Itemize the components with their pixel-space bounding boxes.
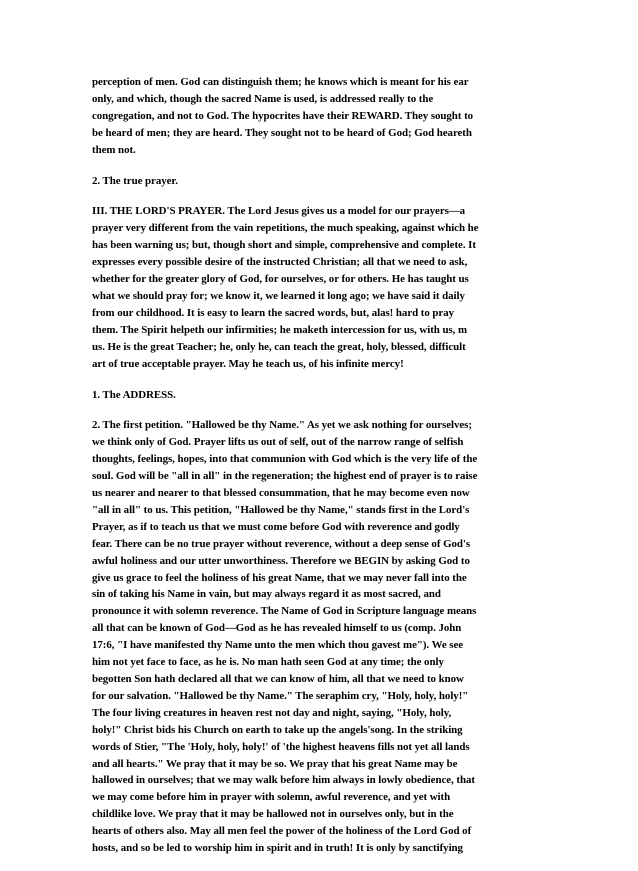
paragraph [92,203,550,372]
text-line: him not yet face to face, as he is. No man hath seen God at any time; the only [92,656,444,669]
text-line: congregation, and not to God. The hypocrites have their REWARD. They sought to [92,109,474,122]
text-line: all that can be known of God—God as he has revealed himself to us (comp. John [92,622,462,635]
text-line: for our salvation. "Hallowed be thy Name." The seraphim cry, "Holy, holy, holy!" [92,689,469,702]
text-line: perception of men. God can distinguish them; he knows which is meant for his ear [92,76,469,88]
paragraph [92,173,550,190]
text-line: soul. God will be "all in all" in the regeneration; the highest end of prayer is to raise [92,470,478,483]
text-line: III. THE LORD'S PRAYER. The Lord Jesus gives us a model for our prayers—a [92,205,466,218]
text-line: expresses every possible desire of the instructed Christian; all that we need to ask, [92,256,468,269]
text-column [92,74,550,871]
text-line: pronounce it with solemn reverence. The Name of God in Scripture language means [92,605,477,618]
paragraph [92,417,550,857]
text-line: 2. The first petition. "Hallowed be thy Name." As yet we ask nothing for ourselves; [92,419,472,432]
text-line: holy!" Christ bids his Church on earth to take up the angels'song. In the striking [92,723,463,736]
text-line: childlike love. We pray that it may be hallowed not in ourselves only, but in the [92,808,454,821]
text-line: The four living creatures in heaven rest not day and night, saying, "Holy, holy, [92,706,452,719]
text-line: 17:6, "I have manifested thy Name unto the men which thou gavest me"). We see [92,639,464,652]
text-line: give us grace to feel the holiness of his great Name, that we may never fall into the [92,571,467,584]
paragraph [92,387,550,404]
text-line: from our childhood. It is easy to learn the sacred words, but, alas! hard to pray [92,306,455,319]
text-line: hosts, and so be led to worship him in spirit and in truth! It is only by sanctifying [92,842,463,855]
text-line: prayer very different from the vain repetitions, the much speaking, against which he [92,222,479,235]
text-line: words of Stier, "The 'Holy, holy, holy!' of 'the highest heavens fills not yet all lands [92,740,470,753]
text-line: only, and which, though the sacred Name is used, is addressed really to the [92,92,434,105]
text-line: and all hearts." We pray that it may be so. We pray that his great Name may be [92,757,458,770]
text-line: be heard of men; they are heard. They sought not to be heard of God; God heareth [92,126,472,139]
text-line: begotten Son hath declared all that we can know of him, all that we need to know [92,673,464,685]
text-line: has been warning us; but, though short and simple, comprehensive and complete. It [92,239,476,252]
text-line: hearts of others also. May all men feel the power of the holiness of the Lord God of [92,825,472,838]
text-line: thoughts, feelings, hopes, into that communion with God which is the very life of the [92,453,478,466]
text-line: them. The Spirit helpeth our infirmities; he maketh intercession for us, with us, m [92,323,468,336]
text-line: what we should pray for; we know it, we learned it long ago; we have said it daily [92,289,465,302]
text-line: them not. [92,143,136,156]
text-line: "all in all" to us. This petition, "Hallowed be thy Name," stands first in the Lord's [92,503,470,516]
text-line: whether for the greater glory of God, for ourselves, or for others. He has taught us [92,273,469,286]
text-line: us nearer and nearer to that blessed consummation, that he may become even now [92,487,470,500]
text-line: 1. The ADDRESS. [92,388,176,401]
text-line: 2. The true prayer. [92,174,178,187]
text-line: fear. There can be no true prayer without reverence, without a deep sense of God's [92,537,471,550]
text-line: us. He is the great Teacher; he, only he, can teach the great, holy, blessed, difficult [92,340,466,353]
text-line: art of true acceptable prayer. May he teach us, of his infinite mercy! [92,357,404,370]
paragraph [92,74,550,159]
text-line: awful holiness and our utter unworthiness. Therefore we BEGIN by asking God to [92,554,470,567]
text-line: Prayer, as if to teach us that we must come before God with reverence and godly [92,520,460,533]
text-line: hallowed in ourselves; that we may walk before him always in lowly obedience, that [92,774,475,787]
text-line: sin of taking his Name in vain, but may always regard it as most sacred, and [92,588,441,601]
text-line: we may come before him in prayer with solemn, awful reverence, and yet with [92,791,451,804]
text-line: we think only of God. Prayer lifts us out of self, out of the narrow range of selfish [92,436,464,449]
